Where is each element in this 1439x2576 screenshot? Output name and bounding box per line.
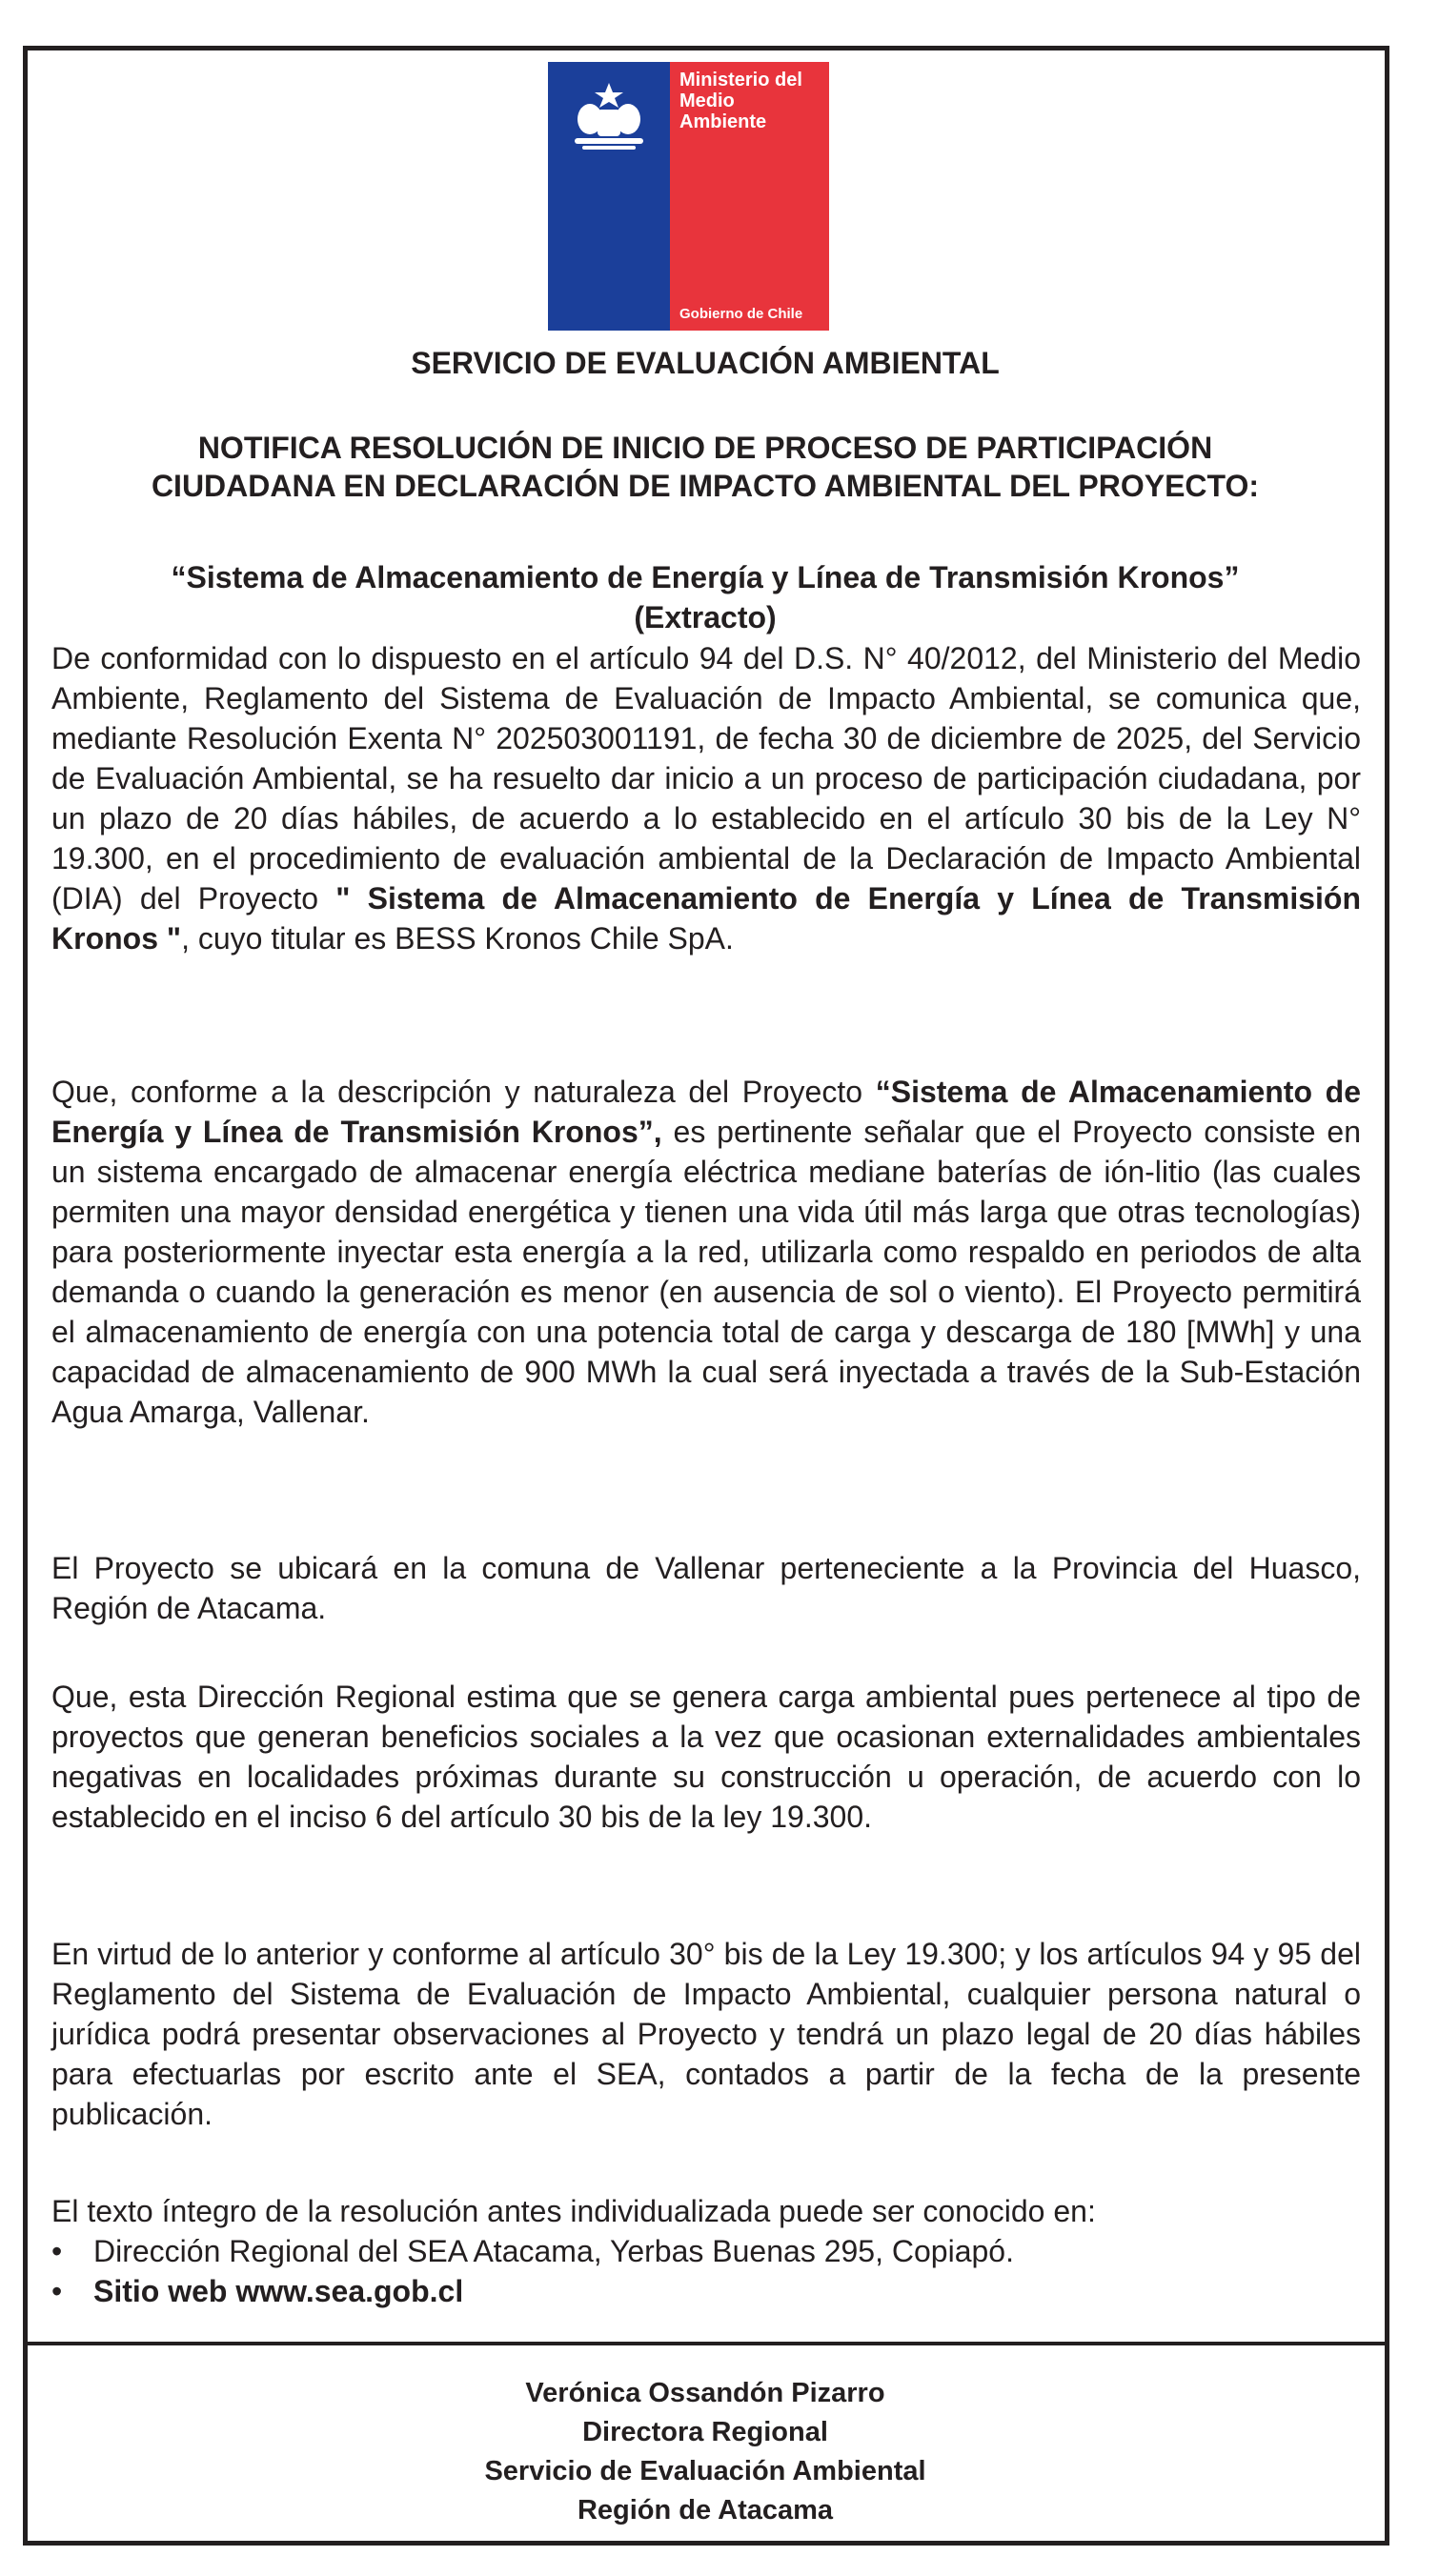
notice-line-2: CIUDADANA EN DECLARACIÓN DE IMPACTO AMBIENTAL DEL PROYECTO: <box>151 469 1260 503</box>
notice-heading <box>48 429 1363 505</box>
project-heading <box>48 557 1363 637</box>
p1-text-end: , cuyo titular es BESS Kronos Chile SpA. <box>181 921 734 956</box>
ministry-line-1: Ministerio del <box>679 70 802 91</box>
list-item <box>51 2271 1361 2311</box>
p2-text-end: es pertinente señalar que el Proyecto consiste en un sistema encargado de almacenar energía eléctrica mediane baterías de ión-litio (las cuales permiten una mayor densidad energética y tienen una vida útil más larga que otras tecnologías) para posteriormente inyectar esta energía a la red, utilizarla como respaldo en periodos de alta demanda o cuando la generación es menor (en ausencia de sol o viento). El Proyecto permitirá el almacenamiento de energía con una potencia total de carga y descarga de 180 [MWh] y una capacidad de almacenamiento de 900 MWh la cual será inyectada a través de la Sub-Estación Agua Amarga, Vallenar. <box>51 1115 1362 1429</box>
p1-project-name: " Sistema de Almacenamiento de Energía y Línea de Transmisión Kronos " <box>51 881 1362 956</box>
signer-role: Directora Regional <box>582 2417 828 2447</box>
project-title: “Sistema de Almacenamiento de Energía y Línea de Transmisión Kronos” <box>171 560 1240 594</box>
p2-project-name: “Sistema de Almacenamiento de Energía y Línea de Transmisión Kronos”, <box>51 1075 1362 1149</box>
paragraph-5: En virtud de lo anterior y conforme al artículo 30° bis de la Ley 19.300; y los artículos 94 y 95 del Reglamento del Sistema de Evaluación de Impacto Ambiental, cualquier persona natural o jurídica podrá presentar observaciones al Proyecto y tendrá un plazo legal de 20 días hábiles para efectuarlas por escrito ante el SEA, contados a partir de la fecha de la presente publicación. <box>51 1937 1361 2131</box>
paragraph-3: El Proyecto se ubicará en la comuna de Vallenar perteneciente a la Provincia del Huasco, Región de Atacama. <box>51 1551 1361 1625</box>
signer-name: Verónica Ossandón Pizarro <box>525 2378 885 2408</box>
signer-service: Servicio de Evaluación Ambiental <box>484 2456 926 2486</box>
ministry-line-3: Ambiente <box>679 111 767 132</box>
p2-text: Que, conforme a la descripción y naturaleza del Proyecto <box>51 1075 863 1109</box>
ministry-line-2: Medio <box>679 91 735 111</box>
government-label: Gobierno de Chile <box>679 306 803 322</box>
extract-label: (Extracto) <box>634 600 777 634</box>
paragraph-2 <box>51 1072 1361 1432</box>
paragraph-6 <box>51 2191 1361 2311</box>
notice-line-1: NOTIFICA RESOLUCIÓN DE INICIO DE PROCESO DE PARTICIPACIÓN <box>197 431 1213 465</box>
paragraph-4: Que, esta Dirección Regional estima que se genera carga ambiental pues pertenece al tipo de proyectos que generan beneficios sociales a la vez que ocasionan externalidades ambientales negativas en localidades próximas durante su construcción u operación, de acuerdo con lo establecido en el inciso 6 del artículo 30 bis de la ley 19.300. <box>51 1680 1361 1834</box>
website-link[interactable]: Sitio web www.sea.gob.cl <box>93 2274 464 2308</box>
p6-intro: El texto íntegro de la resolución antes individualizada puede ser conocido en: <box>51 2194 1096 2228</box>
signature-block <box>48 2374 1363 2530</box>
ministry-name <box>679 70 802 132</box>
list-item: • Dirección Regional del SEA Atacama, Yerbas Buenas 295, Copiapó. <box>51 2231 1361 2271</box>
coat-of-arms-icon <box>561 79 657 155</box>
ministry-logo <box>548 62 829 331</box>
location-list <box>51 2231 1361 2311</box>
p1-text: De conformidad con lo dispuesto en el artículo 94 del D.S. N° 40/2012, del Ministerio del Medio Ambiente, Reglamento del Sistema de Evaluación de Impacto Ambiental, se comunica que, mediante Resolución Exenta N° 202503001191, de fecha 30 de diciembre de 2025, del Servicio de Evaluación Ambiental, se ha resuelto dar inicio a un proceso de participación ciudadana, por un plazo de 20 días hábiles, de acuerdo a lo establecido en el artículo 30 bis de la Ley N° 19.300, en el procedimiento de evaluación ambiental de la Declaración de Impacto Ambiental (DIA) del Proyecto <box>51 641 1361 916</box>
service-heading: SERVICIO DE EVALUACIÓN AMBIENTAL <box>411 346 1000 380</box>
signature-divider <box>23 2342 1389 2345</box>
paragraph-1 <box>51 638 1361 958</box>
signer-region: Región de Atacama <box>577 2495 834 2526</box>
